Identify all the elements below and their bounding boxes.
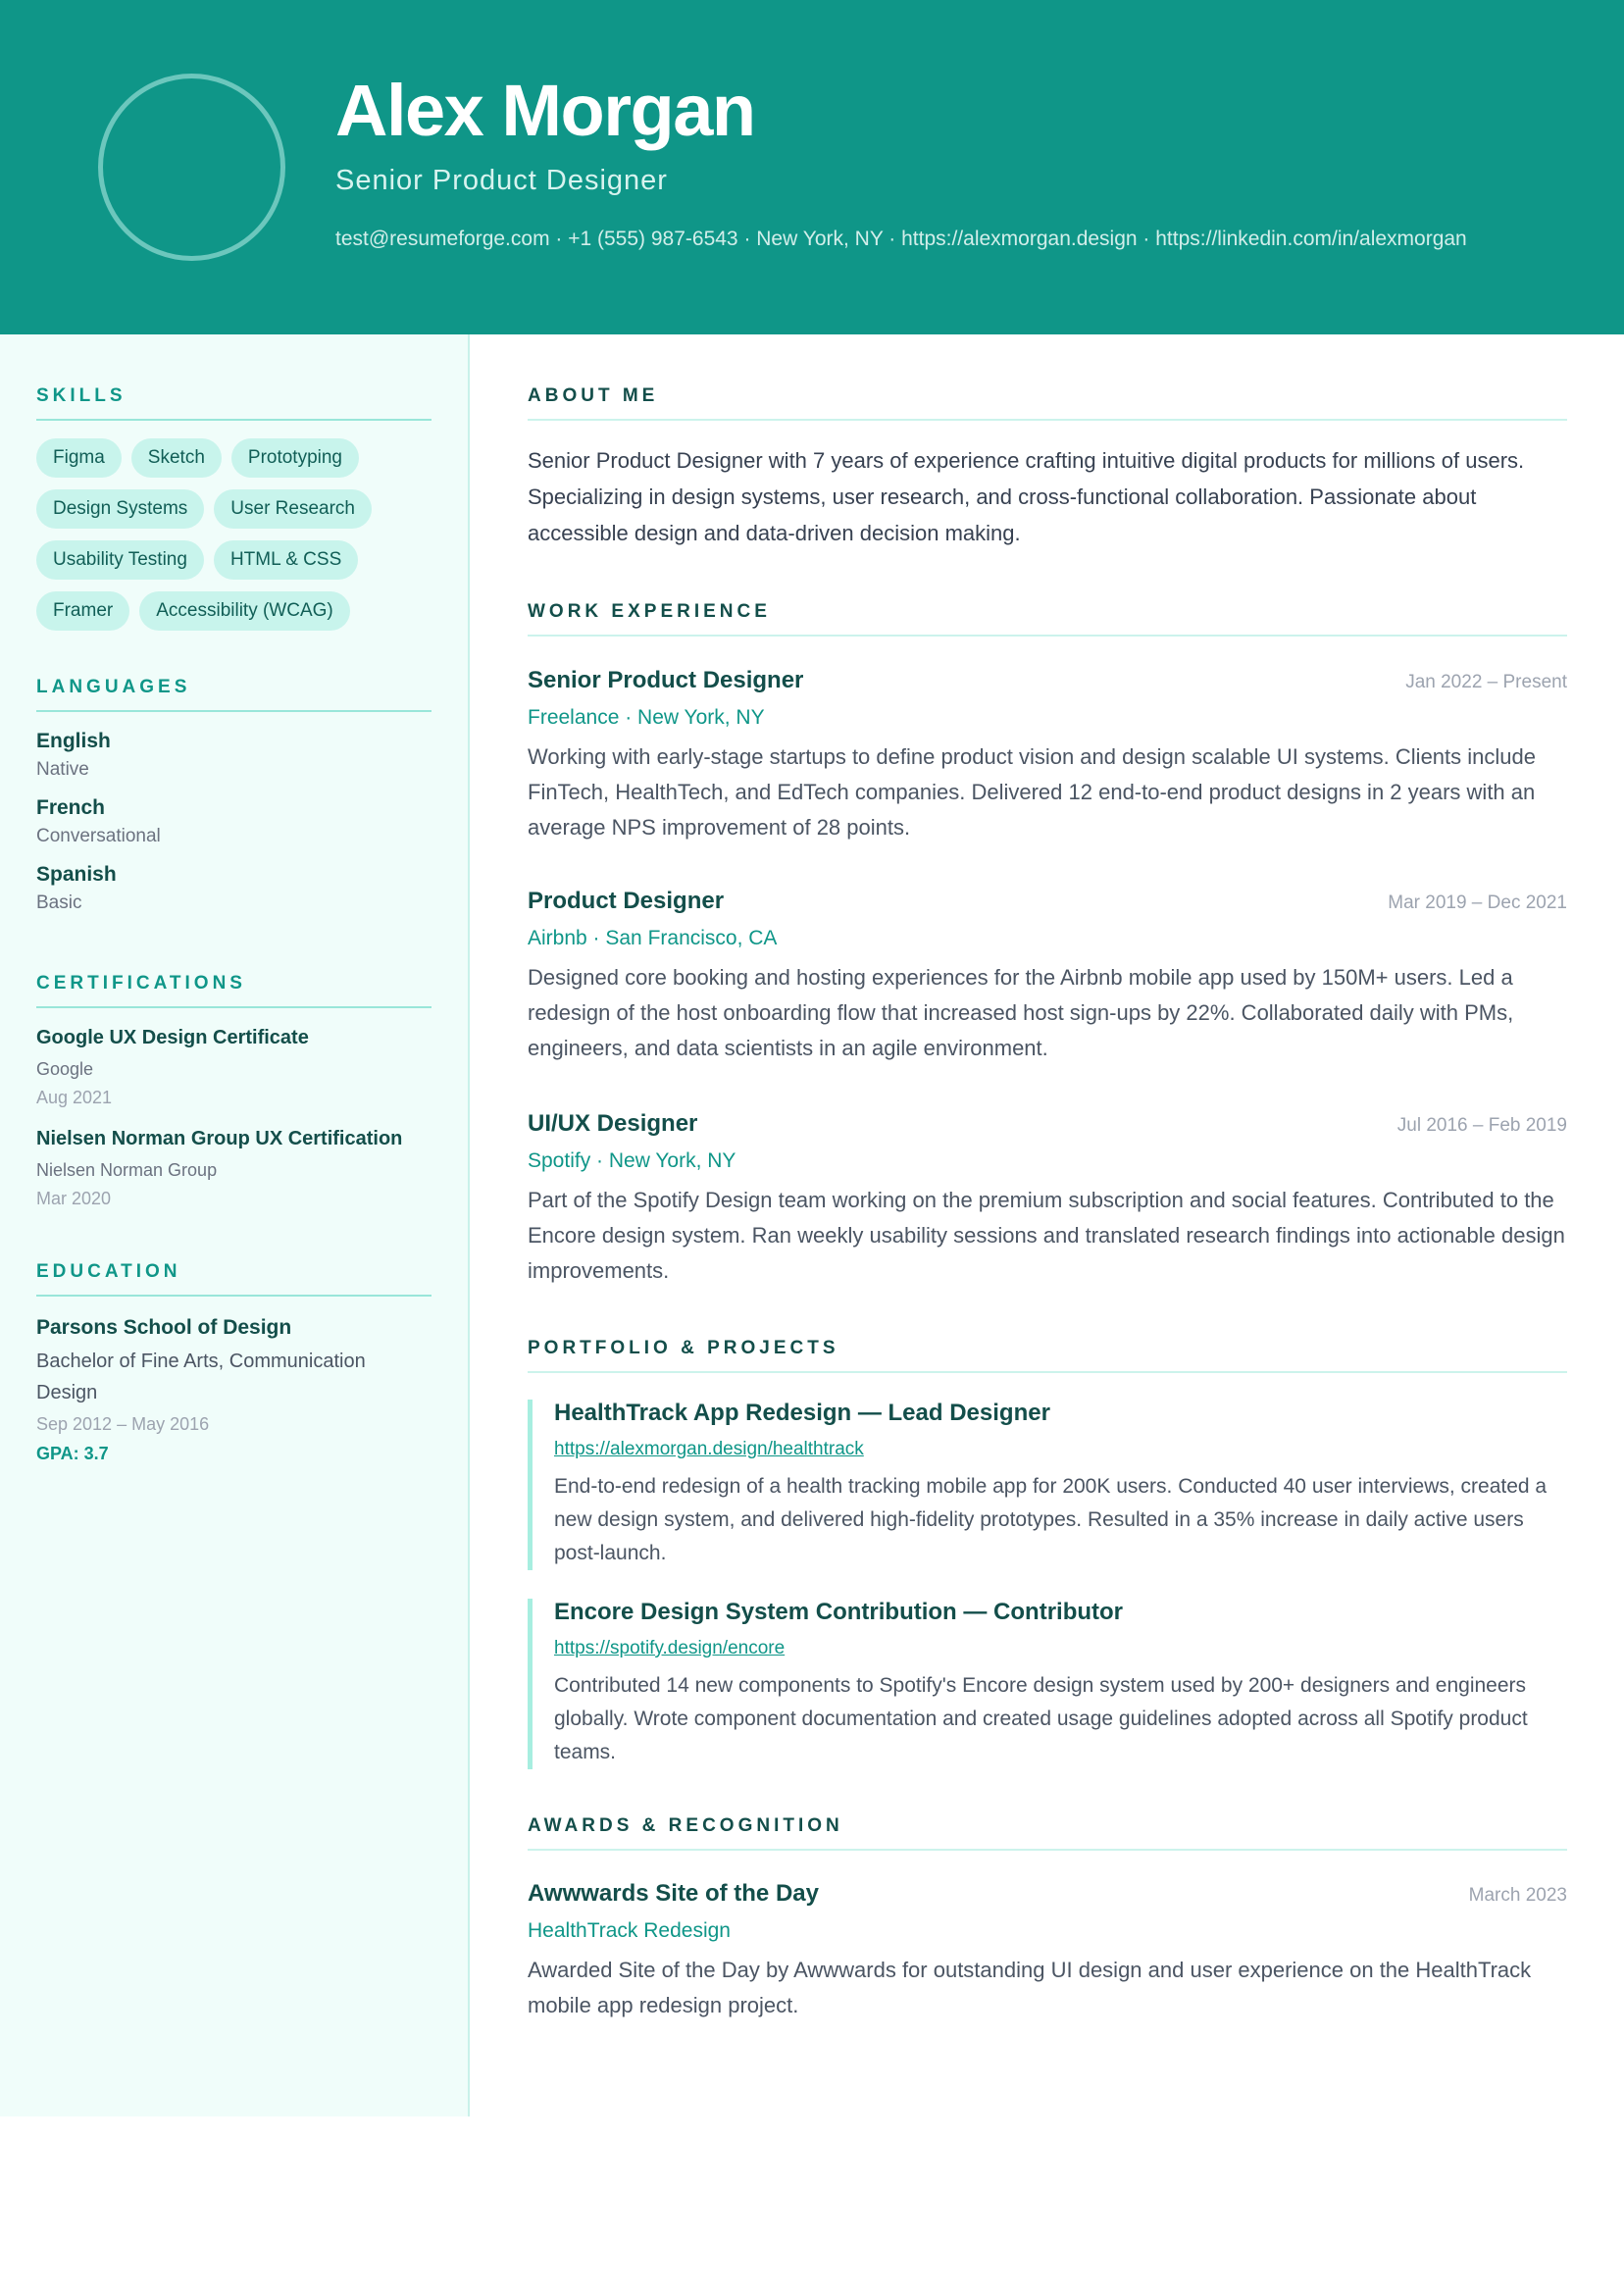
project-description: Contributed 14 new components to Spotify's Encore design system used by 200+ designers and engineers globally. Wrote component documentation and created usage guidelines adopted across all Spotify product teams. (554, 1674, 1528, 1763)
skills-heading: SKILLS (36, 385, 431, 421)
project-description: End-to-end redesign of a health tracking mobile app for 200K users. Conducted 40 user interviews, created a new design system, and delivered high-fidelity prototypes. Resulted in a 35% increase in daily active users post-launch. (554, 1475, 1548, 1564)
job-date: Jan 2022 – Present (1405, 672, 1567, 692)
project-title: HealthTrack App Redesign — Lead Designer (554, 1400, 1050, 1426)
language-name: Spanish (36, 863, 117, 886)
projects-heading: PORTFOLIO & PROJECTS (528, 1338, 1567, 1373)
skill-tag: Sketch (131, 438, 222, 478)
skills-section (36, 385, 431, 631)
awards-section (528, 1815, 1567, 1851)
project-link[interactable]: https://alexmorgan.design/healthtrack (554, 1439, 864, 1459)
skill-tag: Figma (36, 438, 122, 478)
job-entry (528, 1110, 1567, 1289)
certification-date: Mar 2020 (36, 1189, 112, 1208)
education-heading: EDUCATION (36, 1261, 431, 1297)
language-name: French (36, 796, 106, 819)
language-item (36, 796, 431, 847)
project-link[interactable]: https://spotify.design/encore (554, 1638, 786, 1658)
skill-tag: User Research (214, 489, 372, 529)
certification-date: Aug 2021 (36, 1088, 113, 1107)
job-title: UI/UX Designer (528, 1110, 698, 1137)
job-description: Part of the Spotify Design team working on the premium subscription and social features. Contributed to the Encore design system. Ran weekly usability sessions and translated research findings into actionable design improvements. (528, 1188, 1565, 1283)
skill-tag: Usability Testing (36, 540, 204, 580)
certification-name: Nielsen Norman Group UX Certification (36, 1128, 403, 1149)
education-dates: Sep 2012 – May 2016 (36, 1414, 210, 1434)
job-date: Mar 2019 – Dec 2021 (1388, 892, 1567, 913)
certification-item (36, 1128, 431, 1209)
education-degree: Bachelor of Fine Arts, Communication Design (36, 1351, 366, 1403)
language-level: Native (36, 759, 89, 780)
language-level: Conversational (36, 826, 161, 846)
language-name: English (36, 730, 111, 752)
skill-tag: Accessibility (WCAG) (139, 591, 350, 631)
job-entry (528, 888, 1567, 1066)
project-title: Encore Design System Contribution — Contributor (554, 1599, 1124, 1625)
award-date: March 2023 (1468, 1885, 1567, 1906)
candidate-title: Senior Product Designer (335, 165, 668, 196)
about-text: Senior Product Designer with 7 years of experience crafting intuitive digital products for millions of users. Specializing in design systems, user research, and cross-functional collaboration. Passionate about accessible design and data-driven decision making. (528, 448, 1525, 545)
certification-name: Google UX Design Certificate (36, 1027, 309, 1048)
job-description: Working with early-stage startups to define product vision and design scalable UI systems. Clients include FinTech, HealthTech, and EdTech companies. Delivered 12 end-to-end product designs in 2 years with an average NPS improvement of 28 points. (528, 744, 1536, 840)
experience-heading: WORK EXPERIENCE (528, 601, 1567, 637)
job-company: Spotify · New York, NY (528, 1149, 736, 1172)
skill-tag: Design Systems (36, 489, 204, 529)
about-heading: ABOUT ME (528, 385, 1567, 421)
job-entry (528, 667, 1567, 845)
job-description: Designed core booking and hosting experiences for the Airbnb mobile app used by 150M+ users. Led a redesign of the host onboarding flow that increased host sign-ups by 22%. Collaborated daily with PMs, engineers, and data scientists in an agile environment. (528, 965, 1514, 1060)
job-date: Jul 2016 – Feb 2019 (1396, 1115, 1567, 1136)
job-company: Airbnb · San Francisco, CA (528, 927, 778, 949)
languages-section (36, 677, 431, 914)
language-item (36, 730, 431, 781)
certification-org: Google (36, 1059, 94, 1079)
avatar (98, 74, 285, 261)
resume-header (0, 0, 1624, 334)
award-subtitle: HealthTrack Redesign (528, 1919, 731, 1942)
certifications-section (36, 973, 431, 1209)
candidate-name: Alex Morgan (335, 70, 755, 151)
experience-section (528, 601, 1567, 637)
skill-tag: Prototyping (231, 438, 359, 478)
awards-heading: AWARDS & RECOGNITION (528, 1815, 1567, 1851)
award-description: Awarded Site of the Day by Awwwards for outstanding UI design and user experience on the HealthTrack mobile app redesign project. (528, 1958, 1532, 2017)
skill-tag: HTML & CSS (214, 540, 358, 580)
job-company: Freelance · New York, NY (528, 706, 765, 729)
contact-line: test@resumeforge.com · +1 (555) 987-6543 · New York, NY · https://alexmorgan.design · https://linkedin.com/in/alexmorgan (335, 228, 1467, 250)
skills-tags (36, 438, 431, 631)
job-title: Senior Product Designer (528, 667, 804, 693)
education-gpa: GPA: 3.7 (36, 1444, 109, 1463)
language-item (36, 863, 431, 914)
about-section (528, 385, 1567, 551)
certification-org: Nielsen Norman Group (36, 1160, 218, 1180)
projects-section (528, 1338, 1567, 1373)
certifications-heading: CERTIFICATIONS (36, 973, 431, 1008)
education-section (36, 1261, 431, 1464)
skill-tag: Framer (36, 591, 129, 631)
certification-item (36, 1027, 431, 1108)
language-level: Basic (36, 892, 82, 913)
award-title: Awwwards Site of the Day (528, 1880, 819, 1907)
sidebar (0, 334, 470, 2116)
languages-heading: LANGUAGES (36, 677, 431, 712)
project-entry (528, 1599, 1567, 1769)
project-entry (528, 1400, 1567, 1570)
job-title: Product Designer (528, 888, 725, 914)
education-school: Parsons School of Design (36, 1316, 292, 1339)
award-entry (528, 1880, 1567, 2023)
